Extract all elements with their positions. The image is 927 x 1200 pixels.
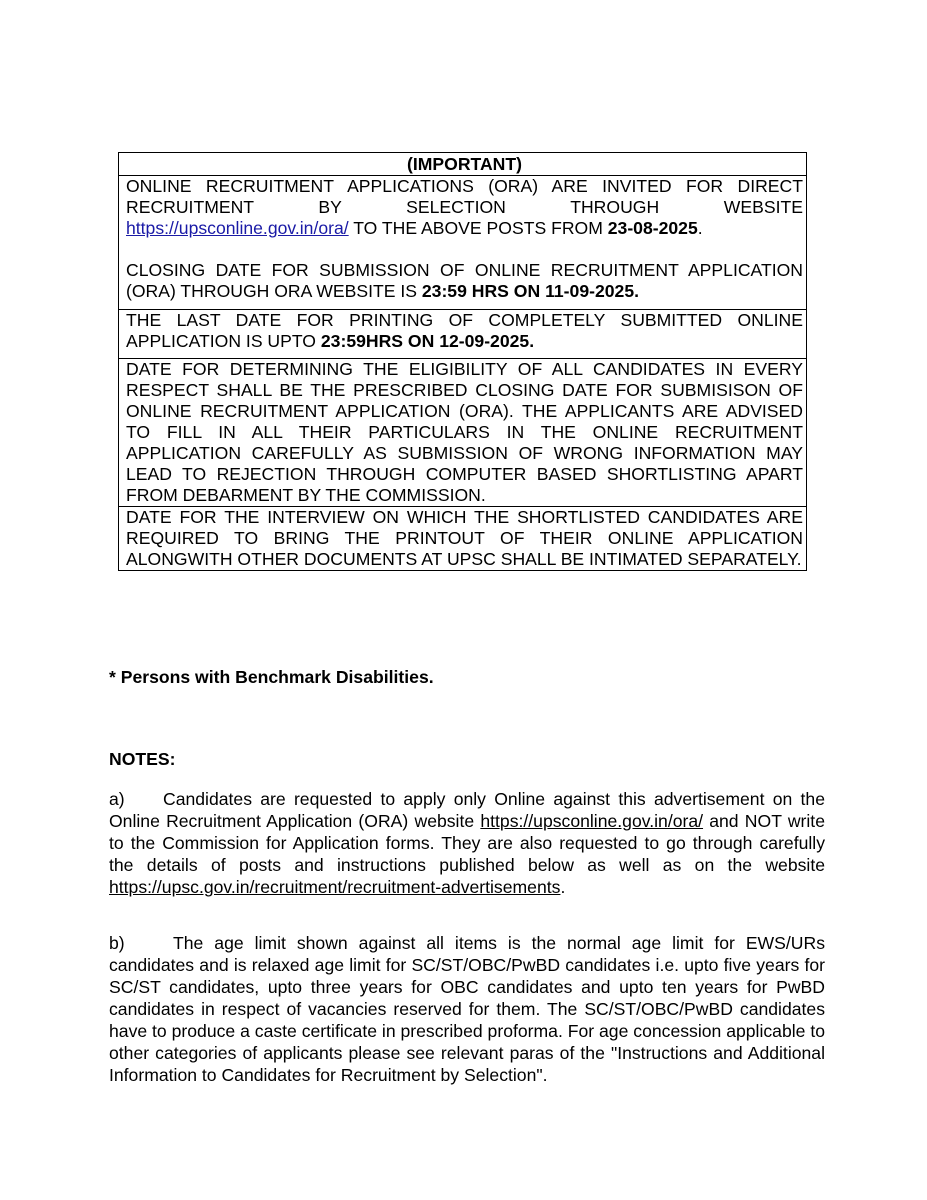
ora-invitation-line-3: https://upsconline.gov.in/ora/ TO THE ABOVE POSTS FROM 23-08-2025. bbox=[126, 218, 703, 238]
ora-start-date: 23-08-2025 bbox=[607, 218, 698, 238]
note-b-label: b) bbox=[109, 933, 125, 953]
note-a-label: a) bbox=[109, 789, 125, 809]
closing-date-paragraph: CLOSING DATE FOR SUBMISSION OF ONLINE RECRUITMENT APPLICATION (ORA) THROUGH ORA WEBSITE IS 23:59 HRS ON 11-09-2025. bbox=[126, 260, 803, 301]
important-box bbox=[118, 152, 807, 571]
spacer bbox=[126, 239, 803, 260]
ora-website-link-note[interactable]: https://upsconline.gov.in/ora/ bbox=[480, 811, 704, 831]
notes-heading: NOTES: bbox=[109, 749, 176, 769]
recruitment-ads-link[interactable]: https://upsc.gov.in/recruitment/recruitment-advertisements bbox=[109, 877, 561, 897]
ora-invitation-cell bbox=[119, 176, 807, 310]
note-b: b) The age limit shown against all items is the normal age limit for EWS/URs candidates and is relaxed age limit for SC/ST/OBC/PwBD candidates i.e. upto five years for SC/ST candidates, upto three years for OBC candidates and upto ten years for PwBD candidates in respect of vacancies reserved for them. The SC/ST/OBC/PwBD candidates have to produce a caste certificate in prescribed proforma. For age concession applicable to other categories of applicants please see relevant paras of the "Instructions and Additional Information to Candidates for Recruitment by Selection". bbox=[109, 933, 825, 1085]
ora-invitation-line-1: ONLINE RECRUITMENT APPLICATIONS (ORA) ARE INVITED FOR DIRECT bbox=[126, 176, 803, 196]
ora-invitation-line-2: RECRUITMENT BY SELECTION THROUGH WEBSITE bbox=[126, 197, 803, 217]
ora-website-link[interactable]: https://upsconline.gov.in/ora/ bbox=[126, 218, 349, 238]
ora-invitation-tail: TO THE ABOVE POSTS FROM bbox=[348, 218, 608, 238]
interview-cell: DATE FOR THE INTERVIEW ON WHICH THE SHORTLISTED CANDIDATES ARE REQUIRED TO BRING THE PRINTOUT OF THEIR ONLINE APPLICATION ALONGWITH OTHER DOCUMENTS AT UPSC SHALL BE INTIMATED SEPARATELY. bbox=[119, 507, 807, 571]
eligibility-cell: DATE FOR DETERMINING THE ELIGIBILITY OF ALL CANDIDATES IN EVERY RESPECT SHALL BE THE PRESCRIBED CLOSING DATE FOR SUBMISISON OF ONLINE RECRUITMENT APPLICATION (ORA). THE APPLICANTS ARE ADVISED TO FILL IN ALL THEIR PARTICULARS IN THE ONLINE RECRUITMENT APPLICATION CAREFULLY AS SUBMISSION OF WRONG INFORMATION MAY LEAD TO REJECTION THROUGH COMPUTER BASED SHORTLISTING APART FROM DEBARMENT BY THE COMMISSION. bbox=[119, 359, 807, 507]
printing-date-value: 23:59HRS ON 12-09-2025. bbox=[320, 331, 535, 351]
note-a: a) Candidates are requested to apply only Online against this advertisement on the Online Recruitment Application (ORA) website https://upsconline.gov.in/ora/ and NOT write to the Commission for Application forms. They are also requested to go through carefully the details of posts and instructions published below as well as on the website https://upsc.gov.in/recruitment/recruitment-advertisements. bbox=[109, 789, 825, 897]
pwbd-footnote: * Persons with Benchmark Disabilities. bbox=[109, 667, 434, 687]
important-heading: (IMPORTANT) bbox=[119, 153, 807, 176]
closing-date-value: 23:59 HRS ON 11-09-2025. bbox=[421, 281, 639, 301]
printing-date-cell: THE LAST DATE FOR PRINTING OF COMPLETELY SUBMITTED ONLINE APPLICATION IS UPTO 23:59HRS ON 12-09-2025. bbox=[119, 310, 807, 359]
